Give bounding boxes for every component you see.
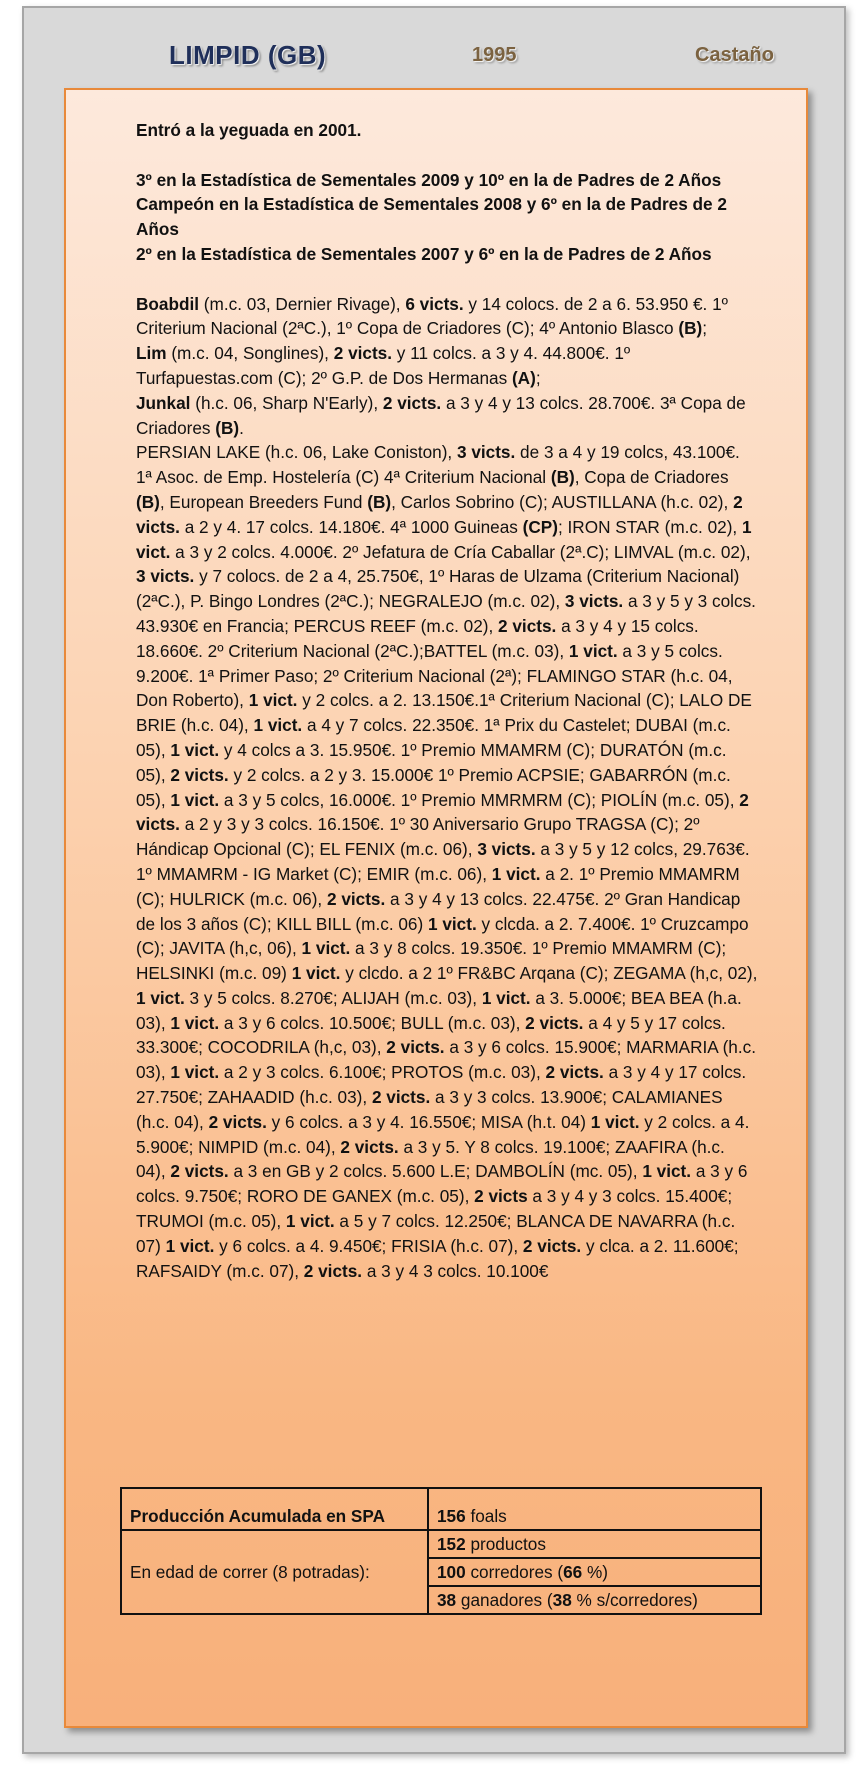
table-row — [121, 1488, 761, 1530]
content — [136, 118, 758, 1283]
progeny-list — [136, 292, 758, 1284]
age-label: En edad de correr (8 potradas): — [121, 1530, 428, 1614]
info-panel — [64, 88, 808, 1728]
stat-2009: 3º en la Estadística de Sementales 2009 y 10º en la de Padres de 2 Años — [136, 169, 722, 190]
production-label: Producción Acumulada en SPA — [121, 1488, 428, 1530]
intro-text: Entró a la yeguada en 2001. — [136, 120, 362, 140]
stallion-name: LIMPID (GB) — [169, 40, 327, 70]
birth-year: 1995 — [472, 44, 517, 66]
winners-cell: 38 ganadores (38 % s/corredores) — [428, 1586, 761, 1614]
foals-cell: 156 foals — [428, 1488, 761, 1530]
products-cell: 152 productos — [428, 1530, 761, 1558]
progeny-boabdil: Boabdil (m.c. 03, Dernier Rivage), 6 victs. y 14 colocs. de 2 a 6. 53.950 €. 1º Criterium Nacional (2ªC.), 1º Copa de Criadores (C); 4º Antonio Blasco (B); — [136, 293, 728, 339]
page-frame — [22, 6, 846, 1754]
runners-cell: 100 corredores (66 %) — [428, 1558, 761, 1586]
progeny-lim: Lim (m.c. 04, Songlines), 2 victs. y 11 colcs. a 3 y 4. 44.800€. 1º Turfapuestas.com (C); 2º G.P. de Dos Hermanas (A); — [136, 343, 631, 388]
table-row — [121, 1530, 761, 1558]
production-table — [120, 1487, 762, 1615]
header — [24, 38, 844, 78]
progeny-junkal: Junkal (h.c. 06, Sharp N'Early), 2 victs. a 3 y 4 y 13 colcs. 28.700€. 3ª Copa de Criadores (B). — [136, 392, 746, 438]
stallion-statistics — [136, 168, 758, 267]
stat-2008: Campeón en la Estadística de Sementales 2008 y 6º en la de Padres de 2 Años — [136, 194, 727, 240]
progeny-paragraph: PERSIAN LAKE (h.c. 06, Lake Coniston), 3 victs. de 3 a 4 y 19 colcs, 43.100€. 1ª Asoc. de Emp. Hostelería (C) 4ª Criterium Nacional (B), Copa de Criadores (B), European Breeders Fund (B), Carlos Sobrino (C); AUSTILLANA (h.c. 02), 2 victs. a 2 y 4. 17 colcs. 14.180€. 4ª 1000 Guineas (CP); IRON STAR (m.c. 02), 1 vict. a 3 y 2 colcs. 4.000€. 2º Jefatura de Cría Caballar (2ª.C); LIMVAL (m.c. 02), 3 victs. y 7 colocs. de 2 a 4, 25.750€, 1º Haras de Ulzama (Criterium Nacional)(2ªC.), P. Bingo Londres (2ªC.); NEGRALEJO (m.c. 02), 3 victs. a 3 y 5 y 3 colcs. 43.930€ en Francia; PERCUS REEF (m.c. 02), 2 victs. a 3 y 4 y 15 colcs. 18.660€. 2º Criterium Nacional (2ªC.);BATTEL (m.c. 03), 1 vict. a 3 y 5 colcs. 9.200€. 1ª Primer Paso; 2º Criterium Nacional (2ª); FLAMINGO STAR (h.c. 04, Don Roberto), 1 vict. y 2 colcs. a 2. 13.150€.1ª Criterium Nacional (C); LALO DE BRIE (h.c. 04), 1 vict. a 4 y 7 colcs. 22.350€. 1ª Prix du Castelet; DUBAI (m.c. 05), 1 vict. y 4 colcs a 3. 15.950€. 1º Premio MMAMRM (C); DURATÓN (m.c. 05), 2 victs. y 2 colcs. a 2 y 3. 15.000€ 1º Premio ACPSIE; GABARRÓN (m.c. 05), 1 vict. a 3 y 5 colcs, 16.000€. 1º Premio MMRMRM (C); PIOLÍN (m.c. 05), 2 victs. a 2 y 3 y 3 colcs. 16.150€. 1º 30 Aniversario Grupo TRAGSA (C); 2º Hándicap Opcional (C); EL FENIX (m.c. 06), 3 victs. a 3 y 5 y 12 colcs, 29.763€. 1º MMAMRM - IG Market (C); EMIR (m.c. 06), 1 vict. a 2. 1º Premio MMAMRM (C); HULRICK (m.c. 06), 2 victs. a 3 y 4 y 13 colcs. 22.475€. 2º Gran Handicap de los 3 años (C); KILL BILL (m.c. 06) 1 vict. y clcda. a 2. 7.400€. 1º Cruzcampo (C); JAVITA (h,c, 06), 1 vict. a 3 y 8 colcs. 19.350€. 1º Premio MMAMRM (C); HELSINKI (m.c. 09) 1 vict. y clcdo. a 2 1º FR&BC Arqana (C); ZEGAMA (h,c, 02), 1 vict. 3 y 5 colcs. 8.270€; ALIJAH (m.c. 03), 1 vict. a 3. 5.000€; BEA BEA (h.a. 03), 1 vict. a 3 y 6 colcs. 10.500€; BULL (m.c. 03), 2 victs. a 4 y 5 y 17 colcs. 33.300€; COCODRILA (h,c, 03), 2 victs. a 3 y 6 colcs. 15.900€; MARMARIA (h.c. 03), 1 vict. a 2 y 3 colcs. 6.100€; PROTOS (m.c. 03), 2 victs. a 3 y 4 y 17 colcs. 27.750€; ZAHAADID (h.c. 03), 2 victs. a 3 y 3 colcs. 13.900€; CALAMIANES (h.c. 04), 2 victs. y 6 colcs. a 3 y 4. 16.550€; MISA (h.t. 04) 1 vict. y 2 colcs. a 4. 5.900€; NIMPID (m.c. 04), 2 victs. a 3 y 5. Y 8 colcs. 19.100€; ZAAFIRA (h.c. 04), 2 victs. a 3 en GB y 2 colcs. 5.600 L.E; DAMBOLÍN (mc. 05), 1 vict. a 3 y 6 colcs. 9.750€; RORO DE GANEX (m.c. 05), 2 victs a 3 y 4 y 3 colcs. 15.400€; TRUMOI (m.c. 05), 1 vict. a 5 y 7 colcs. 12.250€; BLANCA DE NAVARRA (h.c. 07) 1 vict. y 6 colcs. a 4. 9.450€; FRISIA (h.c. 07), 2 victs. y clca. a 2. 11.600€; RAFSAIDY (m.c. 07), 2 victs. a 3 y 4 3 colcs. 10.100€ — [136, 442, 758, 1281]
stat-2007: 2º en la Estadística de Sementales 2007 y 6º en la de Padres de 2 Años — [136, 243, 712, 264]
coat-color: Castaño — [695, 44, 774, 66]
